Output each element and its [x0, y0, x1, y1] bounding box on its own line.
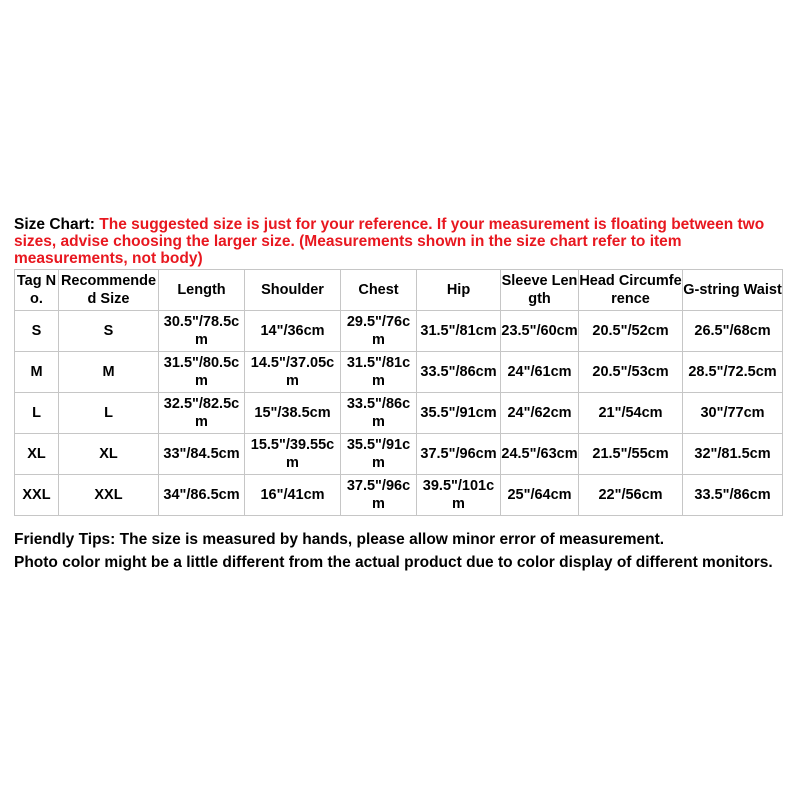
- table-cell: 30.5"/78.5cm: [159, 311, 245, 352]
- header-cell: Head Circumference: [579, 270, 683, 311]
- table-cell: XL: [59, 434, 159, 475]
- table-cell: 35.5"/91cm: [341, 434, 417, 475]
- table-cell: 37.5"/96cm: [341, 475, 417, 516]
- table-cell: 24.5"/63cm: [501, 434, 579, 475]
- table-cell: 20.5"/53cm: [579, 352, 683, 393]
- table-cell: XXL: [15, 475, 59, 516]
- table-cell: 29.5"/76cm: [341, 311, 417, 352]
- table-cell: 15"/38.5cm: [245, 393, 341, 434]
- table-cell: 33.5"/86cm: [341, 393, 417, 434]
- table-cell: 23.5"/60cm: [501, 311, 579, 352]
- table-cell: XL: [15, 434, 59, 475]
- table-cell: 33"/84.5cm: [159, 434, 245, 475]
- header-row: [15, 270, 783, 311]
- table-row: [15, 434, 783, 475]
- table-cell: 21"/54cm: [579, 393, 683, 434]
- table-cell: 39.5"/101cm: [417, 475, 501, 516]
- table-cell: 35.5"/91cm: [417, 393, 501, 434]
- table-cell: 31.5"/80.5cm: [159, 352, 245, 393]
- header-cell: Tag No.: [15, 270, 59, 311]
- table-cell: 31.5"/81cm: [417, 311, 501, 352]
- table-cell: 28.5"/72.5cm: [683, 352, 783, 393]
- table-cell: 21.5"/55cm: [579, 434, 683, 475]
- table-cell: 15.5"/39.55cm: [245, 434, 341, 475]
- table-cell: 14"/36cm: [245, 311, 341, 352]
- friendly-tips: [14, 528, 773, 574]
- table-cell: 37.5"/96cm: [417, 434, 501, 475]
- table-cell: S: [59, 311, 159, 352]
- table-cell: XXL: [59, 475, 159, 516]
- table-cell: 30"/77cm: [683, 393, 783, 434]
- table-cell: 25"/64cm: [501, 475, 579, 516]
- header-cell: Length: [159, 270, 245, 311]
- size-chart-table: [14, 269, 783, 516]
- size-chart-heading: [14, 216, 794, 267]
- tips-line-1: Friendly Tips: The size is measured by hands, please allow minor error of measurement.: [14, 531, 665, 548]
- size-chart-note: The suggested size is just for your reference. If your measurement is floating between two sizes, advise choosing the larger size. (Measurements shown in the size chart refer to item measurements, not body): [14, 216, 765, 267]
- table-cell: 16"/41cm: [245, 475, 341, 516]
- table-cell: 32.5"/82.5cm: [159, 393, 245, 434]
- table-cell: 24"/61cm: [501, 352, 579, 393]
- tips-line-2: Photo color might be a little different from the actual product due to color display of different monitors.: [14, 554, 773, 571]
- header-cell: Shoulder: [245, 270, 341, 311]
- table-cell: 33.5"/86cm: [417, 352, 501, 393]
- header-cell: Sleeve Length: [501, 270, 579, 311]
- table-row: [15, 475, 783, 516]
- table-cell: M: [15, 352, 59, 393]
- header-cell: Hip: [417, 270, 501, 311]
- header-cell: G-string Waist: [683, 270, 783, 311]
- table-cell: 22"/56cm: [579, 475, 683, 516]
- table-cell: 34"/86.5cm: [159, 475, 245, 516]
- header-cell: Recommended Size: [59, 270, 159, 311]
- table-row: [15, 393, 783, 434]
- table-cell: M: [59, 352, 159, 393]
- size-chart-label: Size Chart:: [14, 216, 100, 233]
- table-cell: S: [15, 311, 59, 352]
- table-cell: 24"/62cm: [501, 393, 579, 434]
- header-cell: Chest: [341, 270, 417, 311]
- table-cell: 32"/81.5cm: [683, 434, 783, 475]
- table-cell: 20.5"/52cm: [579, 311, 683, 352]
- table-cell: 33.5"/86cm: [683, 475, 783, 516]
- table-cell: L: [59, 393, 159, 434]
- table-cell: 31.5"/81cm: [341, 352, 417, 393]
- table-row: [15, 352, 783, 393]
- table-cell: L: [15, 393, 59, 434]
- table-row: [15, 311, 783, 352]
- table-cell: 26.5"/68cm: [683, 311, 783, 352]
- table-cell: 14.5"/37.05cm: [245, 352, 341, 393]
